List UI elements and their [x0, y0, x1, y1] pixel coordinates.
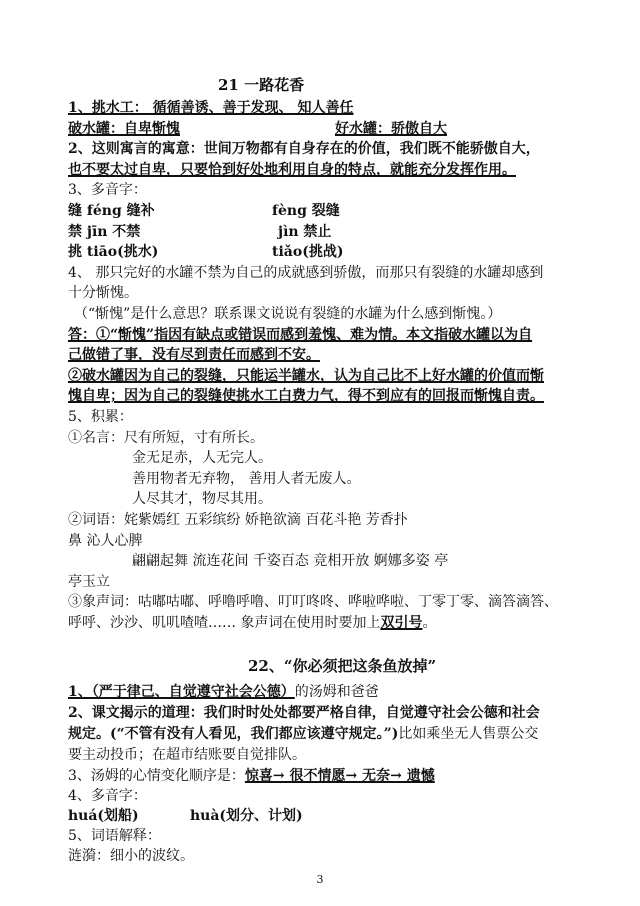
answer-1-line-1: 答：①“惭愧”指因有缺点或错误而感到羞愧、难为情。本文指破水罐以为自	[68, 326, 533, 343]
quote-4: 人尽其才，物尽其用。	[132, 491, 272, 508]
polyphone-22	[68, 805, 600, 827]
virtue-phrase: 1、（严于律己、自觉遵守社会公德）	[68, 683, 295, 700]
polyphone-row	[68, 241, 600, 263]
lesson-21-line-1	[68, 97, 600, 119]
polyphone-heading: 3、多音字：	[68, 182, 147, 199]
moral-quote: 规定。(“不管有没有人看见，我们都应该遵守规定。”)	[68, 725, 399, 742]
question-4-line-1: 4、 那只完好的水罐不禁为自己的成就感到骄傲，而那只有裂缝的水罐却感到	[68, 264, 544, 281]
polyphone-22-part: huá(划船)	[68, 807, 139, 824]
polyphone-row	[68, 200, 600, 222]
polyphone-22-part: huà(划分、计划)	[190, 807, 303, 824]
polyphone-b: fèng 裂缝	[272, 203, 340, 219]
polyphone-row	[68, 221, 600, 243]
tom-and-dad: 的汤姆和爸爸	[294, 683, 379, 700]
onomatopoeia-line-2	[68, 612, 600, 634]
lesson-22-moral-1: 2、课文揭示的道理：我们时时处处都要严格自律，自觉遵守社会公德和社会	[68, 704, 540, 721]
quote-marks-term: 双引号	[380, 615, 423, 631]
answer-2-line-1: ②破水罐因为自己的裂缝，只能运半罐水，认为自己比不上好水罐的价值而惭	[68, 367, 544, 384]
lesson-22-title: 22、“你必须把这条鱼放掉”	[248, 656, 437, 675]
vocab-line-4: 亭玉立	[68, 573, 110, 590]
word-explain-heading: 5、词语解释：	[68, 827, 161, 844]
vocab-line-3: 翩翩起舞 流连花间 千姿百态 竞相开放 婀娜多姿 亭	[132, 553, 449, 570]
moral-line-2: 也不要太过自卑，只要恰到好处地利用自身的特点，就能充分发挥作用。	[68, 161, 516, 178]
quote-1: ①名言：尺有所短，寸有所长。	[68, 429, 264, 446]
water-carrier-traits: 1、挑水工： 循循善诱、善于发现、 知人善任	[68, 100, 354, 116]
lesson-22-line-1	[68, 681, 600, 703]
quote-2: 金无足赤，人无完人。	[132, 450, 272, 467]
question-4-line-2: 十分惭愧。	[68, 285, 138, 302]
lesson-22-moral-2	[68, 723, 600, 745]
polyphone-a: 缝 féng 缝补	[68, 203, 155, 219]
vocab-line-1: ②词语：姹紫嫣红 五彩缤纷 娇艳欲滴 百花斗艳 芳香扑	[68, 512, 408, 528]
answer-2-line-2: 愧自卑；因为自己的裂缝使挑水工白费力气，得不到应有的回报而惭愧自责。	[68, 388, 544, 405]
mood-order	[68, 765, 600, 787]
answer-1-line-2: 己做错了事，没有尽到责任而感到不安。	[68, 347, 320, 364]
polyphone-a: 挑 tiāo(挑水)	[68, 244, 159, 261]
lesson-22-moral-3: 要主动投币；在超市结账要自觉排队。	[68, 746, 306, 763]
mood-order-part: 3、汤姆的心情变化顺序是：	[68, 767, 245, 784]
moral-line-1: 2、这则寓言的寓意：世间万物都有自身存在的价值，我们既不能骄傲自大，	[68, 141, 540, 158]
polyphone-heading-22: 4、多音字：	[68, 787, 147, 804]
good-pot-trait: 好水罐：骄傲自大	[335, 120, 447, 137]
quote-3: 善用物者无弃物， 善用人者无废人。	[132, 470, 361, 487]
period: 。	[422, 615, 437, 631]
page-number: 3	[316, 872, 324, 886]
broken-pot-trait: 破水罐：自卑惭愧	[68, 120, 180, 137]
mood-order-part: 惊喜→ 很不情愿→ 无奈→ 遗憾	[244, 767, 435, 784]
polyphone-b: tiǎo(挑战)	[272, 244, 344, 261]
question-4-prompt: （“惭愧”是什么意思？联系课文说说有裂缝的水罐为什么感到惭愧。）	[74, 306, 502, 322]
accumulation-heading: 5、积累：	[68, 409, 133, 425]
onomatopoeia-text: 呼呼、沙沙、叽叽喳喳…… 象声词在使用时要加上	[68, 615, 381, 631]
moral-example: 比如乘坐无人售票公交	[398, 725, 539, 742]
polyphone-a: 禁 jīn 不禁	[68, 223, 141, 240]
polyphone-b: jìn 禁止	[278, 223, 332, 240]
onomatopoeia-line-1: ③象声词：咕嘟咕嘟、呼噜呼噜、叮叮咚咚、哗啦哗啦、丁零丁零、滴答滴答、	[68, 594, 558, 611]
lesson-21-line-2	[68, 118, 600, 140]
vocab-line-2: 鼻 沁人心脾	[68, 532, 143, 549]
lesson-21-title: 21 一路花香	[218, 76, 305, 94]
word-explain: 涟漪：细小的波纹。	[68, 847, 194, 864]
